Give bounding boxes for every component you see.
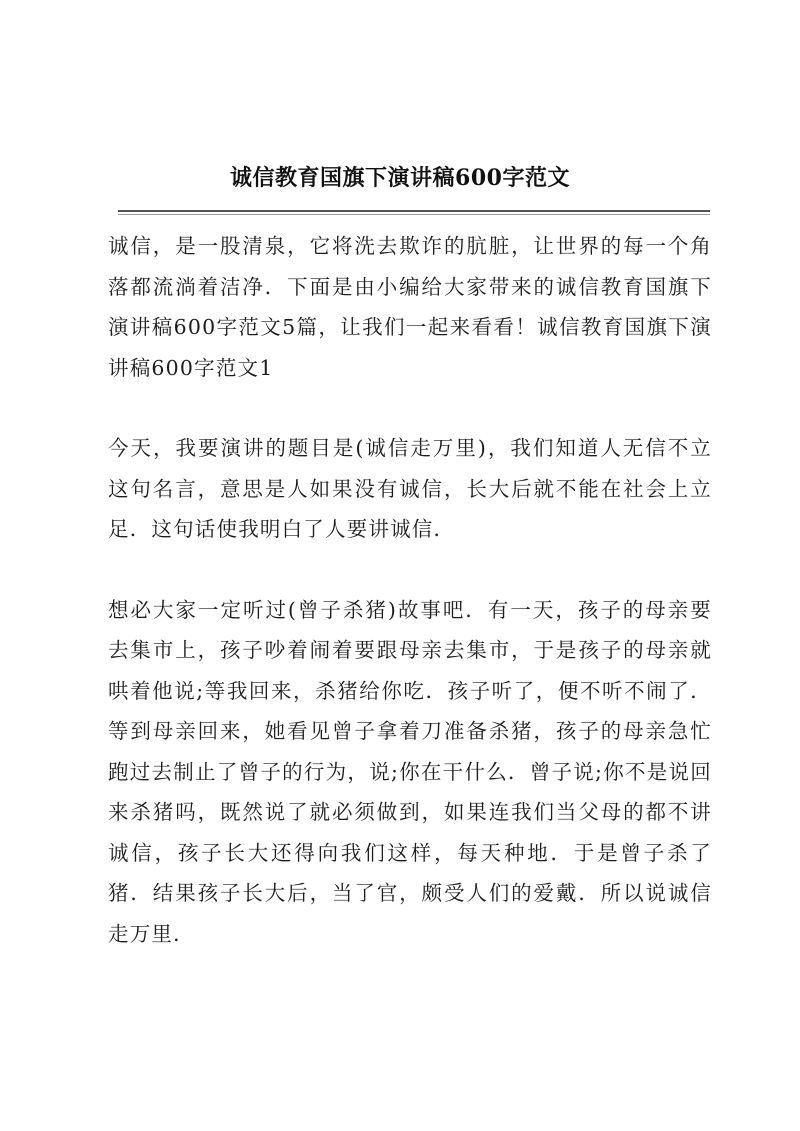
paragraph-story: 想必大家一定听过(曾子杀猪)故事吧．有一天，孩子的母亲要去集市上，孩子吵着闹着要跟母亲去集市，于是孩子的母亲就哄着他说;等我回来，杀猪给你吃．孩子听了，便不听不闹了．等到母亲回来，她看见曾子拿着刀准备杀猪，孩子的母亲急忙跑过去制止了曾子的行为，说;你在干什么．曾子说;你不是说回来杀猪吗，既然说了就必须做到，如果连我们当父母的都不讲诚信，孩子长大还得向我们这样，每天种地．于是曾子杀了猪．结果孩子长大后，当了官，颇受人们的爱戴．所以说诚信走万里．: [108, 597, 712, 946]
paragraph-topic: 今天，我要演讲的题目是(诚信走万里)，我们知道人无信不立这句名言，意思是人如果没有诚信，长大后就不能在社会上立足．这句话使我明白了人要讲诚信．: [108, 436, 712, 541]
title-underline: [118, 210, 710, 212]
document-title: 诚信教育国旗下演讲稿600字范文: [230, 165, 570, 191]
document-body: [108, 226, 712, 994]
paragraph-intro: 诚信，是一股清泉，它将洗去欺诈的肮脏，让世界的每一个角落都流淌着洁净．下面是由小编给大家带来的诚信教育国旗下演讲稿600字范文5篇，让我们一起来看看！诚信教育国旗下演讲稿600字范文1: [108, 234, 712, 380]
title-underline-thin: [118, 214, 710, 215]
